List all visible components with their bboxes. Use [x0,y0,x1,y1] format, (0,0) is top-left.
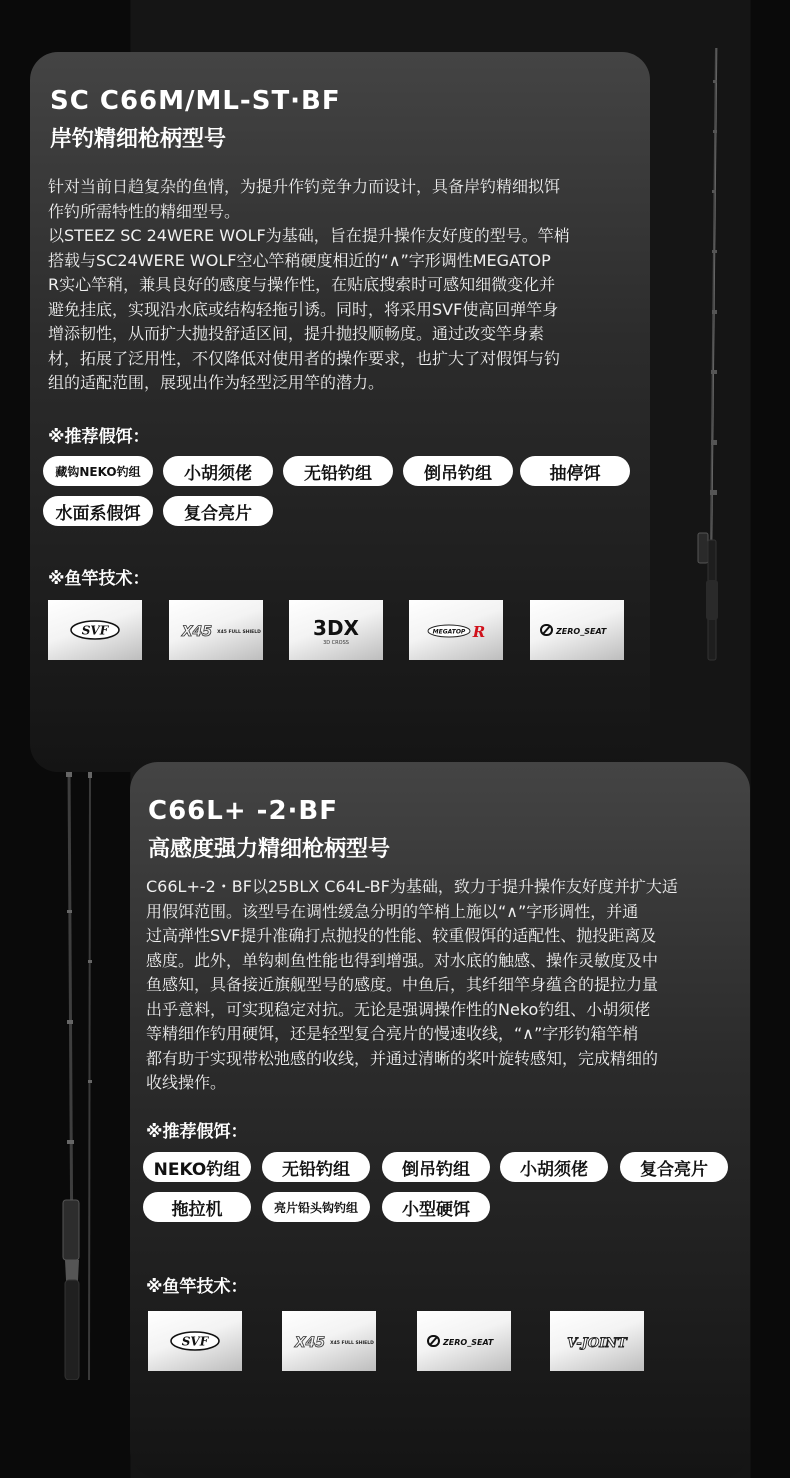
svg-text:ZERO_SEAT: ZERO_SEAT [443,1338,494,1347]
lure-tag[interactable]: 水面系假饵 [43,496,153,526]
svf-logo [148,1311,242,1371]
lure-tag[interactable]: 无铅钓组 [283,456,393,486]
svg-text:3DX: 3DX [313,616,359,640]
svf-logo [48,600,142,660]
description-line: 用假饵范围。该型号在调性缓急分明的竿梢上施以“∧”字形调性，并通 [146,901,639,921]
lure-tag[interactable]: 复合亮片 [163,496,273,526]
product-subtitle: 岸钓精细枪柄型号 [50,127,227,152]
lures-label: ※推荐假饵： [146,1122,248,1142]
description-line: 过高弹性SVF提升准确打点抛投的性能、较重假饵的适配性、抛投距离及 [146,926,657,945]
lure-tag[interactable]: 小胡须佬 [500,1152,608,1182]
product-description [146,875,678,1096]
fishing-rod-image [690,40,730,665]
lure-tag[interactable]: 倒吊钓组 [403,456,513,486]
product-subtitle: 高感度强力精细枪柄型号 [148,837,391,862]
svg-text:SVF: SVF [81,623,109,638]
megatop-r-logo [409,600,503,660]
lure-tag[interactable]: 倒吊钓组 [382,1152,490,1182]
description-line: 都有助于实现带松弛感的收线，并通过清晰的桨叶旋转感知，完成精细的 [146,1048,659,1068]
product-title: C66L+ -2·BF [148,796,339,826]
svg-text:SVF: SVF [181,1334,209,1349]
lure-tag[interactable]: 藏钩NEKO钓组 [43,456,153,486]
description-line: 避免挂底，实现沿水底或结构轻拖引诱。同时，将采用SVF使高回弹竿身 [48,299,559,319]
description-line: 搭载与SC24WERE WOLF空心竿稍硬度相近的“∧”字形调性MEGATOP [48,250,551,270]
description-line: 鱼感知，具备接近旗舰型号的感度。中鱼后，其纤细竿身蕴含的提拉力量 [146,975,659,994]
svg-text:R: R [472,623,486,641]
svg-text:V-JOINT: V-JOINT [567,1336,627,1351]
product-card-c66l [130,762,750,1478]
zero-seat-logo [417,1311,511,1371]
product-title: SC C66M/ML-ST·BF [50,86,341,116]
tech-label: ※鱼竿技术： [146,1277,248,1297]
x45-full-shield-logo [282,1311,376,1371]
tech-label: ※鱼竿技术： [48,569,150,589]
svg-text:X45: X45 [181,624,213,640]
svg-text:3D CROSS: 3D CROSS [323,640,349,646]
lure-tag[interactable]: 小型硬饵 [382,1192,490,1222]
lure-tag[interactable]: 拖拉机 [143,1192,251,1222]
x45-full-shield-logo [169,600,263,660]
svg-text:X45: X45 [294,1335,326,1351]
3dx-3d-cross-logo [289,600,383,660]
svg-text:ZERO_SEAT: ZERO_SEAT [556,627,607,636]
description-line: R实心竿稍，兼具良好的感度与操作性，在贴底搜索时可感知细微变化并 [48,275,556,294]
description-line: 收线操作。 [146,1073,227,1092]
svg-text:X45 FULL SHIELD: X45 FULL SHIELD [217,630,261,635]
lure-tag[interactable]: 抽停饵 [520,456,630,486]
lure-tag[interactable]: NEKO钓组 [143,1152,251,1182]
description-line: 以STEEZ SC 24WERE WOLF为基础，旨在提升操作友好度的型号。竿梢 [48,226,570,245]
lure-tag[interactable]: 无铅钓组 [262,1152,370,1182]
description-line: 材，拓展了泛用性，不仅降低对使用者的操作要求，也扩大了对假饵与钓 [48,348,561,368]
lure-tag[interactable]: 小胡须佬 [163,456,273,486]
product-card-sc-c66m [30,52,650,772]
zero-seat-logo [530,600,624,660]
description-line: 作钓所需特性的精细型号。 [48,201,241,221]
lure-tag[interactable]: 亮片铅头钩钓组 [262,1192,370,1222]
description-line: 增添韧性，从而扩大抛投舒适区间，提升抛投顺畅度。通过改变竿身素 [48,324,545,343]
description-line: 等精细作钓用硬饵，还是轻型复合亮片的慢速收线，“∧”字形钓箱竿梢 [146,1024,639,1043]
fishing-rod-image [55,760,100,1380]
product-description [48,175,570,396]
svg-text:MEGATOP: MEGATOP [432,628,466,636]
description-line: 出乎意料，可实现稳定对抗。无论是强调操作性的Neko钓组、小胡须佬 [146,999,651,1019]
description-line: C66L+-2・BF以25BLX C64L-BF为基础，致力于提升操作友好度并扩大适 [146,877,678,896]
description-line: 组的适配范围，展现出作为轻型泛用竿的潜力。 [48,373,385,392]
lures-label: ※推荐假饵： [48,427,150,447]
lure-tag[interactable]: 复合亮片 [620,1152,728,1182]
v-joint-logo [550,1311,644,1371]
description-line: 针对当前日趋复杂的鱼情，为提升作钓竞争力而设计，具备岸钓精细拟饵 [48,177,561,196]
svg-text:X45 FULL SHIELD: X45 FULL SHIELD [330,1341,374,1346]
description-line: 感度。此外，单钩刺鱼性能也得到增强。对水底的触感、操作灵敏度及中 [146,950,659,970]
